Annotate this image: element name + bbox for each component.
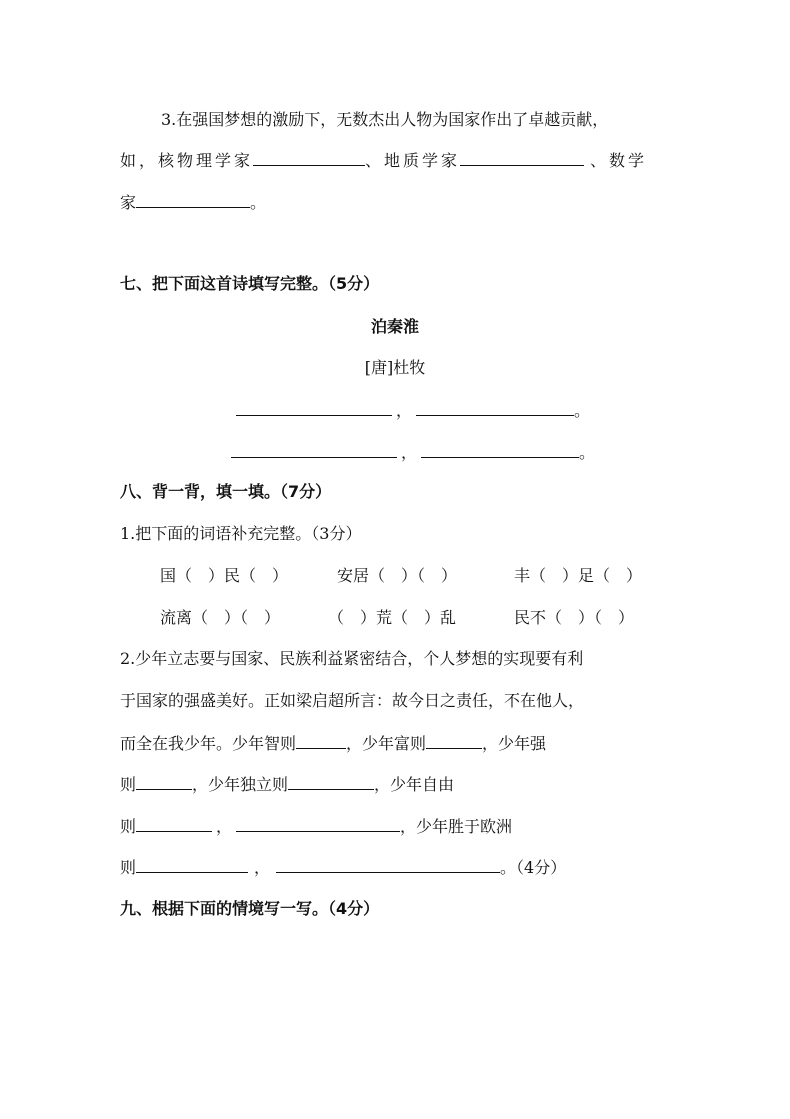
idiom-1: 国（ ）民（ ） bbox=[160, 566, 289, 585]
q3-text-3a: 家 bbox=[120, 193, 137, 212]
blank-poem-1b[interactable] bbox=[416, 400, 574, 416]
q3-text-2a: 如，核物理学家 bbox=[120, 151, 254, 170]
q2-line-2: 于国家的强盛美好。正如梁启超所言：故今日之责任，不在他人， bbox=[120, 691, 585, 710]
idiom-3: 丰（ ）足（ ） bbox=[514, 566, 643, 585]
q2-text-5c: ，少年胜于欧洲 bbox=[400, 817, 513, 836]
blank-poem-2b[interactable] bbox=[421, 442, 579, 458]
idiom-4: 流离（ ）（ ） bbox=[160, 608, 281, 627]
poem-period-1: 。 bbox=[574, 401, 591, 420]
idiom-6: 民不（ ）（ ） bbox=[514, 608, 635, 627]
idiom-5: （ ）荒（ ）乱 bbox=[328, 608, 457, 627]
q3-text-2b: 、地质学家 bbox=[365, 151, 461, 170]
poem-line-1 bbox=[236, 400, 590, 420]
poem-comma-1: ， bbox=[396, 401, 413, 420]
q2-text-3a: 而全在我少年。少年智则 bbox=[120, 734, 297, 753]
q2-text-3c: ，少年强 bbox=[482, 734, 547, 753]
blank-strong[interactable] bbox=[136, 774, 192, 790]
q2-text-4c: ，少年自由 bbox=[374, 775, 455, 794]
q3-text-3b: 。 bbox=[250, 193, 267, 212]
blank-geologist[interactable] bbox=[460, 150, 584, 166]
q3-text-1: 3.在强国梦想的激励下，无数杰出人物为国家作出了卓越贡献， bbox=[161, 110, 609, 129]
q2-text-3b: ，少年富则 bbox=[346, 734, 427, 753]
poem-comma-2: ， bbox=[401, 443, 418, 462]
poem-author: [唐]杜牧 bbox=[364, 358, 426, 377]
q3-line-2 bbox=[120, 150, 647, 170]
section-8-heading: 八、背一背，填一填。（7分） bbox=[120, 482, 332, 501]
q3-line-1 bbox=[161, 110, 608, 130]
q2-text-5a: 则 bbox=[120, 817, 137, 836]
q2-line-6 bbox=[120, 857, 566, 877]
q3-line-3 bbox=[120, 192, 266, 212]
q2-text-6a: 则 bbox=[120, 858, 137, 877]
blank-mathematician[interactable] bbox=[136, 192, 250, 208]
blank-progress[interactable] bbox=[236, 816, 400, 832]
q2-text-6b: ， bbox=[254, 858, 271, 877]
section-9-heading: 九、根据下面的情境写一写。（4分） bbox=[120, 899, 380, 918]
blank-independent[interactable] bbox=[288, 774, 374, 790]
q2-line-4 bbox=[120, 774, 454, 794]
poem-period-2: 。 bbox=[579, 443, 596, 462]
q2-text-5b: ， bbox=[216, 817, 233, 836]
blank-wise[interactable] bbox=[296, 733, 346, 749]
q3-text-2c: 、数学 bbox=[590, 151, 648, 170]
section-7-heading: 七、把下面这首诗填写完整。（5分） bbox=[120, 274, 380, 293]
blank-surpass-europe[interactable] bbox=[136, 857, 248, 873]
section-8-q1: 1.把下面的词语补充完整。（3分） bbox=[120, 524, 362, 543]
q2-text-4a: 则 bbox=[120, 775, 137, 794]
blank-poem-2a[interactable] bbox=[231, 442, 397, 458]
q2-text-4b: ，少年独立则 bbox=[192, 775, 289, 794]
poem-title: 泊秦淮 bbox=[370, 317, 419, 336]
idiom-2: 安居（ ）（ ） bbox=[337, 566, 458, 585]
poem-line-2 bbox=[231, 442, 595, 462]
q2-line-1: 2.少年立志要与国家、民族利益紧密结合，个人梦想的实现要有利 bbox=[120, 649, 584, 668]
q2-line-3 bbox=[120, 733, 546, 753]
blank-rich[interactable] bbox=[426, 733, 482, 749]
q2-line-5 bbox=[120, 816, 512, 836]
blank-free[interactable] bbox=[136, 816, 212, 832]
blank-nuclear-physicist[interactable] bbox=[253, 150, 365, 166]
q2-text-6c: 。（4分） bbox=[500, 858, 567, 877]
blank-surpass-world[interactable] bbox=[276, 857, 500, 873]
blank-poem-1a[interactable] bbox=[236, 400, 392, 416]
